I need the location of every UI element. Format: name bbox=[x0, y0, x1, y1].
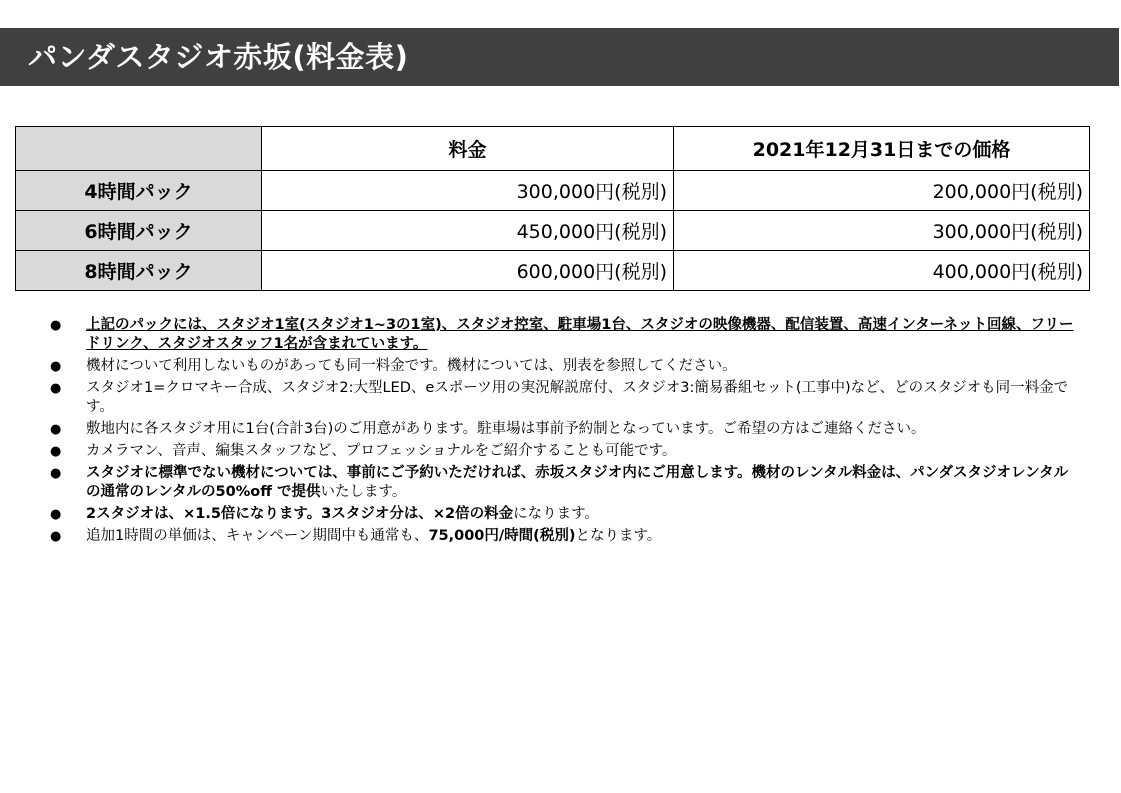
table-header-price: 料金 bbox=[262, 127, 674, 171]
regular-price-cell: 600,000円(税別) bbox=[262, 251, 674, 291]
row-label: 8時間パック bbox=[16, 251, 262, 291]
note-text: カメラマン、音声、編集スタッフなど、プロフェッショナルをご紹介することも可能です。 bbox=[86, 443, 677, 459]
campaign-price-cell: 400,000円(税別) bbox=[674, 251, 1090, 291]
note-text: になります。 bbox=[513, 506, 599, 522]
note-text: となります。 bbox=[575, 528, 662, 544]
campaign-price-cell: 200,000円(税別) bbox=[674, 171, 1090, 211]
note-text: 追加1時間の単価は、キャンペーン期間中も通常も、 bbox=[86, 528, 429, 544]
note-text-bold: スタジオに標準でない機材については、事前にご予約いただければ、赤坂スタジオ内にご用意します。機材のレンタル料金は、パンダスタジオレンタルの通常のレンタルの50%off で提供 bbox=[86, 465, 1069, 500]
bullet-icon: ● bbox=[50, 444, 62, 459]
bullet-icon: ● bbox=[50, 529, 62, 544]
table-row bbox=[16, 251, 1090, 291]
bullet-icon: ● bbox=[50, 381, 62, 396]
note-text-bold: 2スタジオは、×1.5倍になります。3スタジオ分は、×2倍の料金 bbox=[86, 506, 514, 522]
row-label: 4時間パック bbox=[16, 171, 262, 211]
note-text: 上記のパックには、スタジオ1室(スタジオ1~3の1室)、スタジオ控室、駐車場1台、スタジオの映像機器、配信装置、高速インターネット回線、フリードリンク、スタジオスタッフ1名が含まれています。 bbox=[86, 317, 1074, 352]
bullet-icon: ● bbox=[50, 359, 62, 374]
bullet-icon: ● bbox=[50, 318, 62, 333]
bullet-icon: ● bbox=[50, 422, 62, 437]
price-table bbox=[15, 126, 1090, 291]
page-title: パンダスタジオ赤坂(料金表) bbox=[0, 28, 1119, 86]
campaign-price-cell: 300,000円(税別) bbox=[674, 211, 1090, 251]
list-item bbox=[50, 357, 1080, 376]
note-text: 敷地内に各スタジオ用に1台(合計3台)のご用意があります。駐車場は事前予約制となっています。ご希望の方はご連絡ください。 bbox=[86, 421, 926, 437]
note-text: 機材について利用しないものがあっても同一料金です。機材については、別表を参照してください。 bbox=[86, 358, 737, 374]
table-header-row bbox=[16, 127, 1090, 171]
table-row bbox=[16, 211, 1090, 251]
note-text-bold: 75,000円/時間(税別) bbox=[428, 528, 576, 544]
table-header-campaign-price: 2021年12月31日までの価格 bbox=[674, 127, 1090, 171]
note-text: スタジオ1=クロマキー合成、スタジオ2:大型LED、eスポーツ用の実況解説席付、スタジオ3:簡易番組セット(工事中)など、どのスタジオも同一料金です。 bbox=[86, 380, 1069, 415]
list-item bbox=[50, 464, 1080, 502]
table-header-corner bbox=[16, 127, 262, 171]
list-item bbox=[50, 316, 1080, 354]
row-label: 6時間パック bbox=[16, 211, 262, 251]
list-item bbox=[50, 420, 1080, 439]
regular-price-cell: 300,000円(税別) bbox=[262, 171, 674, 211]
list-item bbox=[50, 379, 1080, 417]
table-row bbox=[16, 171, 1090, 211]
list-item bbox=[50, 527, 1080, 546]
regular-price-cell: 450,000円(税別) bbox=[262, 211, 674, 251]
note-text: いたします。 bbox=[320, 484, 407, 500]
bullet-icon: ● bbox=[50, 466, 62, 481]
list-item bbox=[50, 442, 1080, 461]
bullet-icon: ● bbox=[50, 507, 62, 522]
list-item bbox=[50, 505, 1080, 524]
notes-list bbox=[50, 316, 1080, 549]
